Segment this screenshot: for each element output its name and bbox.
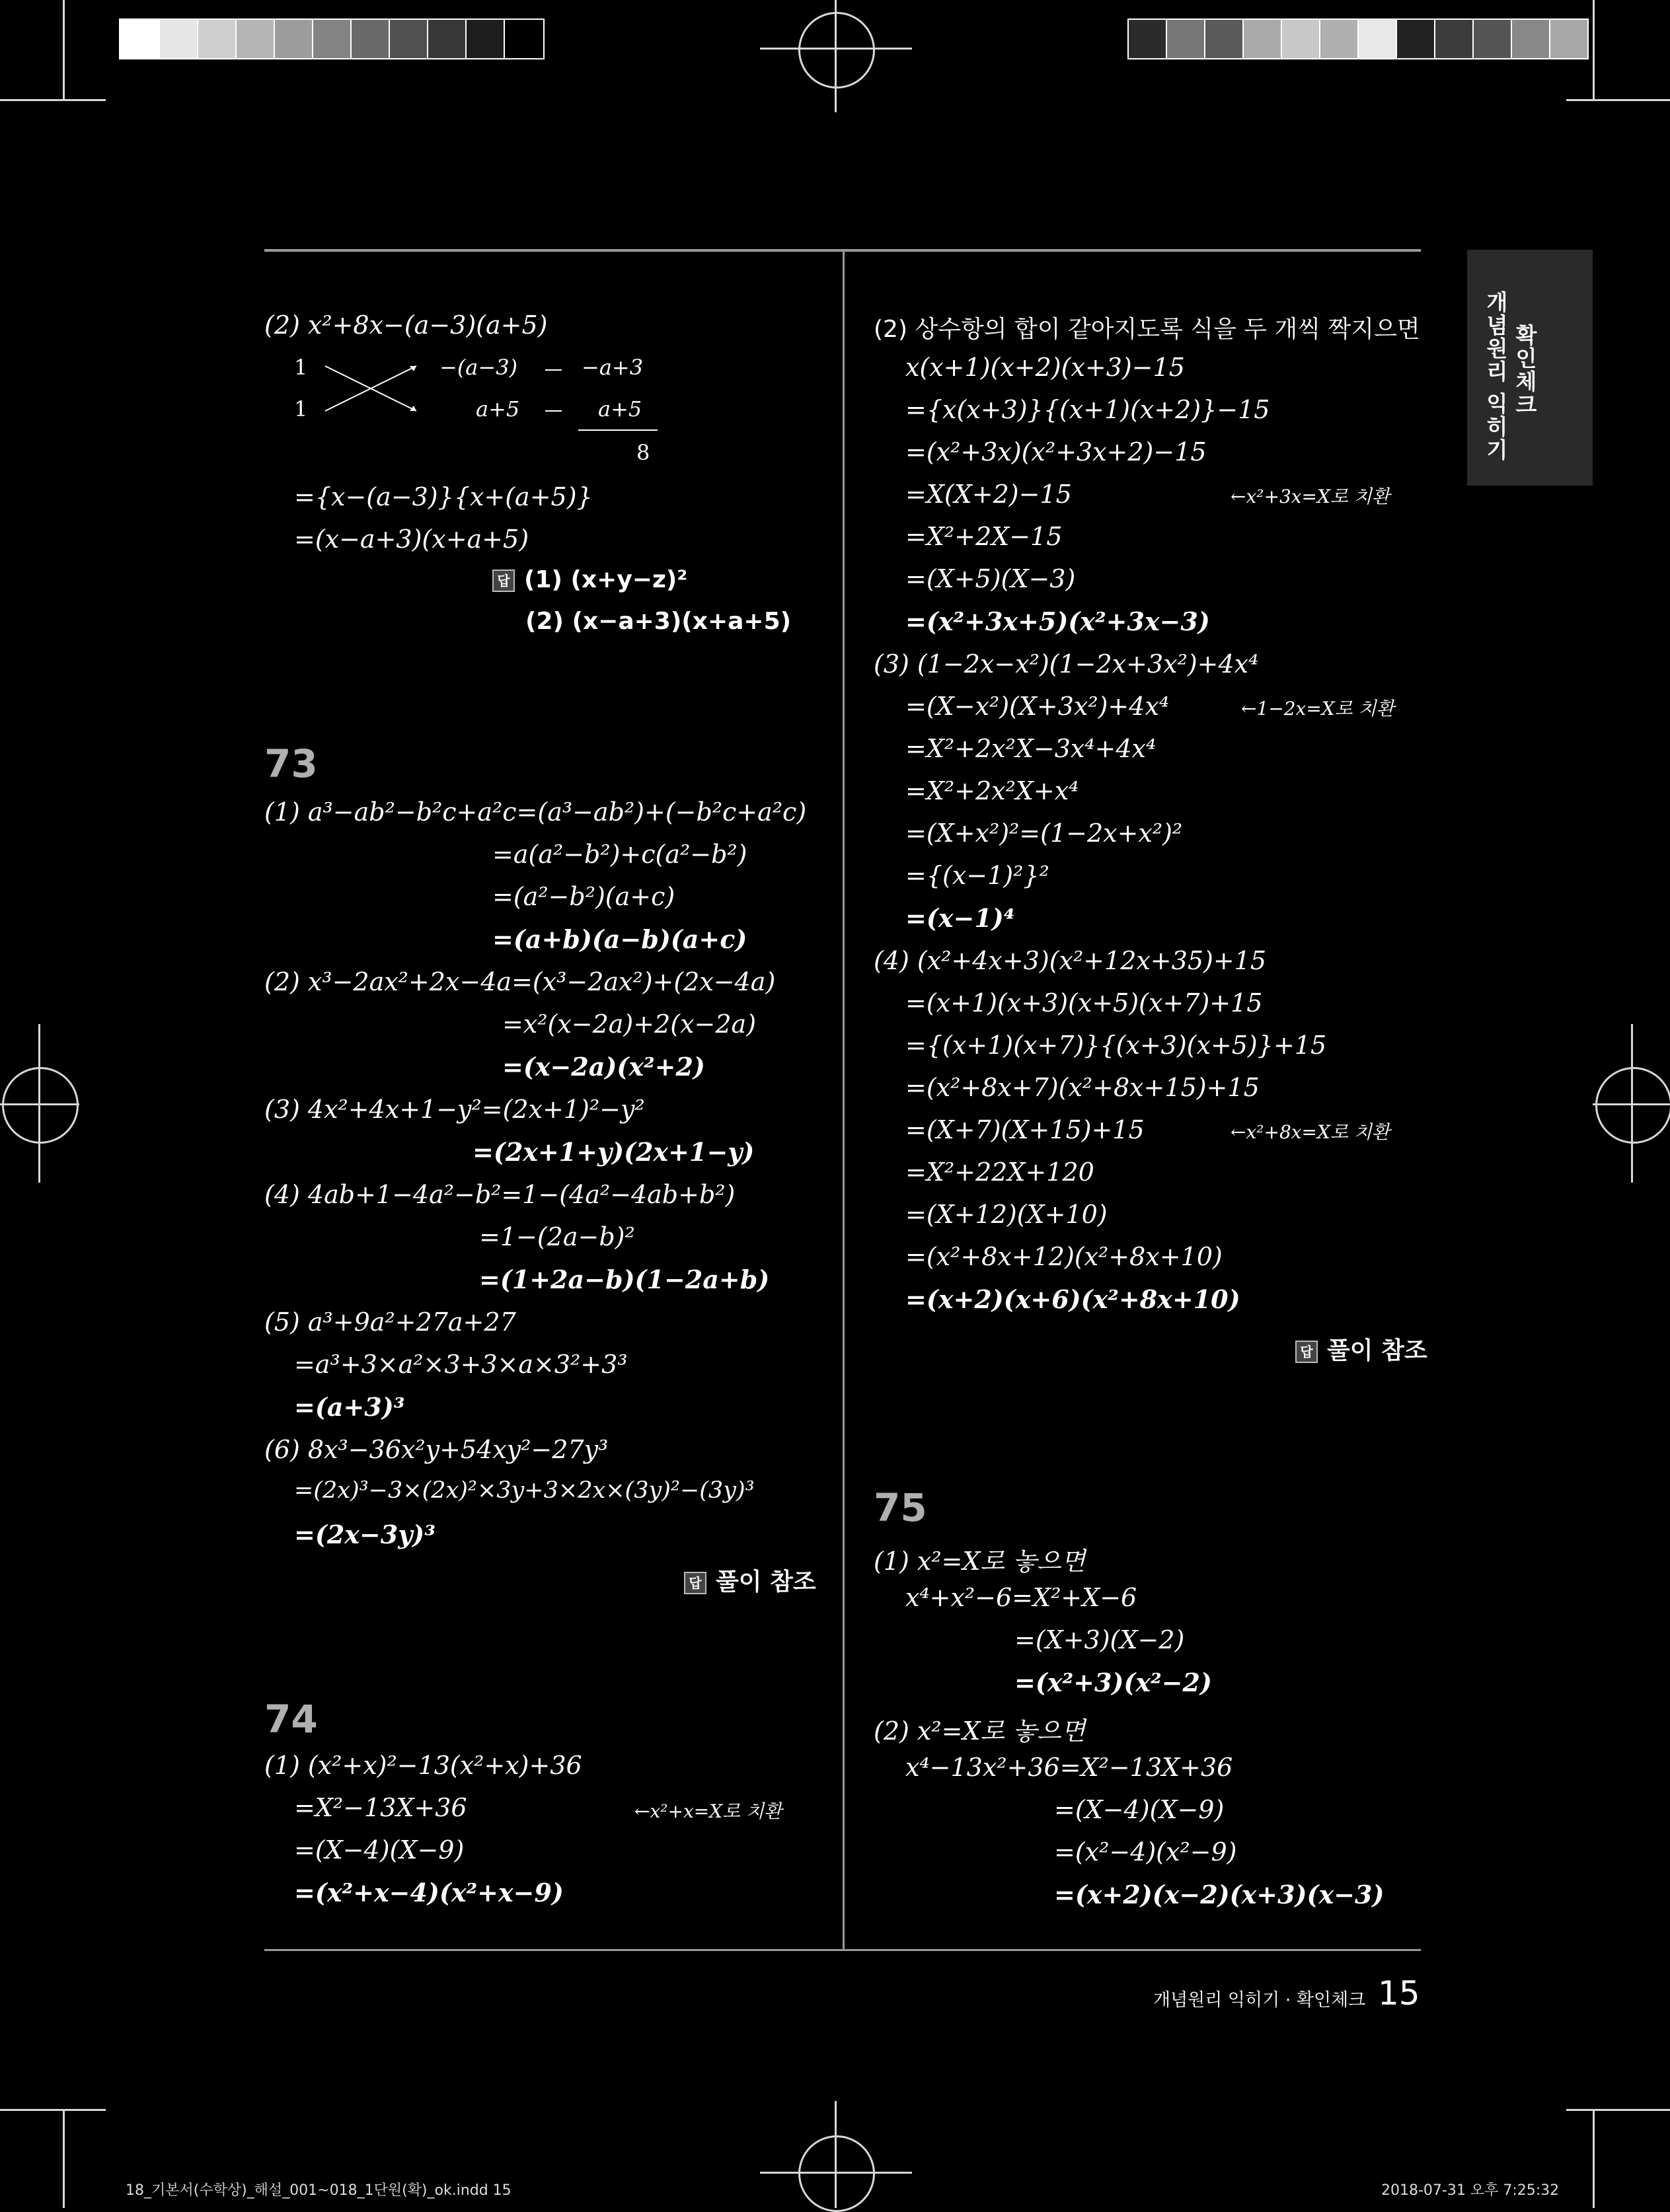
p75-line: =(x²−4)(x²−9) bbox=[1054, 1837, 1237, 1866]
right-line: =(X−x²)(X+3x²)+4x⁴ bbox=[905, 692, 1170, 721]
page-number: 15 bbox=[1378, 1974, 1420, 2012]
right-line: (2) 상수항의 합이 같아지도록 식을 두 개씩 짝지으면 bbox=[874, 316, 1420, 343]
p73-line: =1−(2a−b)² bbox=[479, 1222, 635, 1251]
substitution-note: ←x²+8x=X로 치환 bbox=[1231, 1121, 1390, 1143]
problem-number-74: 74 bbox=[264, 1697, 318, 1742]
p75-line: =(X−4)(X−9) bbox=[1054, 1795, 1225, 1824]
right-line: =(X+7)(X+15)+15 bbox=[905, 1115, 1145, 1144]
p75-answer: =(x²+3)(x²−2) bbox=[1014, 1668, 1212, 1697]
p73-line: =a³+3×a²×3+3×a×3²+3³ bbox=[294, 1350, 628, 1379]
right-line: =X²+2x²X−3x⁴+4x⁴ bbox=[905, 734, 1157, 763]
column-divider bbox=[843, 252, 845, 1949]
p73-answer: =(a+3)³ bbox=[294, 1392, 405, 1422]
right-line: =X²+2x²X+x⁴ bbox=[905, 776, 1079, 805]
right-line: =(x²+8x+12)(x²+8x+10) bbox=[905, 1242, 1223, 1271]
right-answer-note: 답 풀이 참조 bbox=[1295, 1332, 1427, 1366]
p73-line: (5) a³+9a²+27a+27 bbox=[264, 1308, 516, 1337]
problem-number-75: 75 bbox=[874, 1485, 927, 1530]
p74-line: (1) (x²+x)²−13(x²+x)+36 bbox=[264, 1751, 582, 1780]
p73-line: (3) 4x²+4x+1−y²=(2x+1)²−y² bbox=[264, 1095, 645, 1124]
cross-sum-rule bbox=[578, 429, 658, 431]
answer-2: (2) (x−a+3)(x+a+5) bbox=[525, 608, 792, 635]
p75-line: =(X+3)(X−2) bbox=[1014, 1625, 1185, 1654]
file-name: 18_기본서(수학상)_해설_001~018_1단원(확)_ok.indd 15 bbox=[126, 2182, 512, 2199]
left-line: =(x−a+3)(x+a+5) bbox=[294, 525, 529, 554]
p74-line: =X²−13X+36 bbox=[294, 1793, 467, 1822]
left-line: ={x−(a−3)}{x+(a+5)} bbox=[294, 482, 593, 511]
left-line: (2) x²+8x−(a−3)(a+5) bbox=[264, 311, 548, 340]
cross-lines bbox=[317, 357, 568, 423]
right-line: =(X+5)(X−3) bbox=[905, 564, 1076, 593]
right-line: (3) (1−2x−x²)(1−2x+3x²)+4x⁴ bbox=[874, 649, 1259, 679]
p73-answer: =(2x+1+y)(2x+1−y) bbox=[473, 1137, 755, 1167]
footer-section-title: 개념원리 익히기 · 확인체크 bbox=[1153, 1990, 1366, 2010]
answer-badge: 답 bbox=[492, 570, 515, 592]
p73-answer: =(2x−3y)³ bbox=[294, 1520, 436, 1549]
p73-answer-note: 답 풀이 참조 bbox=[684, 1563, 816, 1597]
p74-substitution-note: ←x²+x=X로 치환 bbox=[634, 1800, 782, 1822]
p75-answer: =(x+2)(x−2)(x+3)(x−3) bbox=[1054, 1880, 1385, 1909]
cross-sum: 8 bbox=[636, 440, 650, 465]
cross-row2-mid: a+5 bbox=[476, 396, 520, 422]
right-line: =(X+x²)²=(1−2x+x²)² bbox=[905, 819, 1183, 848]
p73-answer: =(x−2a)(x²+2) bbox=[502, 1052, 705, 1082]
p73-line: (1) a³−ab²−b²c+a²c=(a³−ab²)+(−b²c+a²c) bbox=[264, 797, 807, 827]
right-line: =(x+1)(x+3)(x+5)(x+7)+15 bbox=[905, 988, 1263, 1017]
answer-1: (1) (x+y−z)² bbox=[524, 566, 688, 593]
p73-line: =x²(x−2a)+2(x−2a) bbox=[502, 1010, 757, 1039]
substitution-note: ←x²+3x=X로 치환 bbox=[1231, 486, 1390, 507]
cross-row1-mid: −(a−3) bbox=[439, 355, 518, 380]
right-answer: =(x−1)⁴ bbox=[905, 903, 1015, 933]
right-line: =X²+2X−15 bbox=[905, 522, 1063, 551]
right-line: =(x²+3x)(x²+3x+2)−15 bbox=[905, 437, 1207, 466]
right-answer: =(x+2)(x+6)(x²+8x+10) bbox=[905, 1284, 1240, 1314]
p73-line: =(2x)³−3×(2x)²×3y+3×2x×(3y)²−(3y)³ bbox=[294, 1477, 755, 1504]
side-tab[interactable] bbox=[1467, 250, 1593, 486]
substitution-note: ←1−2x=X로 치환 bbox=[1241, 698, 1394, 719]
right-answer: =(x²+3x+5)(x²+3x−3) bbox=[905, 607, 1210, 636]
right-line: ={x(x+3)}{(x+1)(x+2)}−15 bbox=[905, 395, 1270, 424]
p75-line: x⁴−13x²+36=X²−13X+36 bbox=[905, 1753, 1233, 1782]
p73-line: =a(a²−b²)+c(a²−b²) bbox=[492, 840, 747, 869]
problem-number-73: 73 bbox=[264, 741, 318, 786]
right-line: ={(x+1)(x+7)}{(x+3)(x+5)}+15 bbox=[905, 1031, 1327, 1060]
p73-line: (4) 4ab+1−4a²−b²=1−(4a²−4ab+b²) bbox=[264, 1180, 736, 1209]
answer-badge: 답 bbox=[1295, 1341, 1318, 1363]
p73-line: (6) 8x³−36x²y+54xy²−27y³ bbox=[264, 1435, 609, 1464]
side-tab-label-check: 확인체크 bbox=[1512, 324, 1538, 416]
right-line: =(x²+8x+7)(x²+8x+15)+15 bbox=[905, 1073, 1260, 1102]
cross-row2-right: a+5 bbox=[598, 396, 642, 422]
p73-answer: =(a+b)(a−b)(a+c) bbox=[492, 924, 747, 954]
p73-line: (2) x³−2ax²+2x−4a=(x³−2ax²)+(2x−4a) bbox=[264, 967, 776, 996]
answer-block-top bbox=[492, 566, 687, 593]
cross-row2-left: 1 bbox=[294, 396, 308, 422]
p75-line: (2) x²=X로 놓으면 bbox=[874, 1716, 1086, 1746]
right-line: (4) (x²+4x+3)(x²+12x+35)+15 bbox=[874, 946, 1267, 975]
answer-badge: 답 bbox=[684, 1572, 706, 1594]
p73-line: =(a²−b²)(a+c) bbox=[492, 882, 675, 911]
right-line: =(X+12)(X+10) bbox=[905, 1200, 1108, 1229]
cross-row1-right: −a+3 bbox=[582, 355, 644, 380]
p75-line: x⁴+x²−6=X²+X−6 bbox=[905, 1583, 1137, 1612]
bottom-rule bbox=[264, 1949, 1421, 1951]
p74-answer: =(x²+x−4)(x²+x−9) bbox=[294, 1878, 564, 1907]
right-line: =X²+22X+120 bbox=[905, 1158, 1094, 1187]
cross-row1-left: 1 bbox=[294, 355, 308, 380]
right-line: ={(x−1)²}² bbox=[905, 861, 1049, 890]
p73-answer: =(1+2a−b)(1−2a+b) bbox=[479, 1265, 770, 1294]
right-line: x(x+1)(x+2)(x+3)−15 bbox=[905, 353, 1185, 382]
p74-line: =(X−4)(X−9) bbox=[294, 1835, 465, 1864]
side-tab-label-concept: 개념원리 익히기 bbox=[1483, 291, 1509, 462]
right-line: =X(X+2)−15 bbox=[905, 480, 1072, 509]
print-date: 2018-07-31 오후 7:25:32 bbox=[1381, 2182, 1560, 2199]
p75-line: (1) x²=X로 놓으면 bbox=[874, 1547, 1086, 1576]
